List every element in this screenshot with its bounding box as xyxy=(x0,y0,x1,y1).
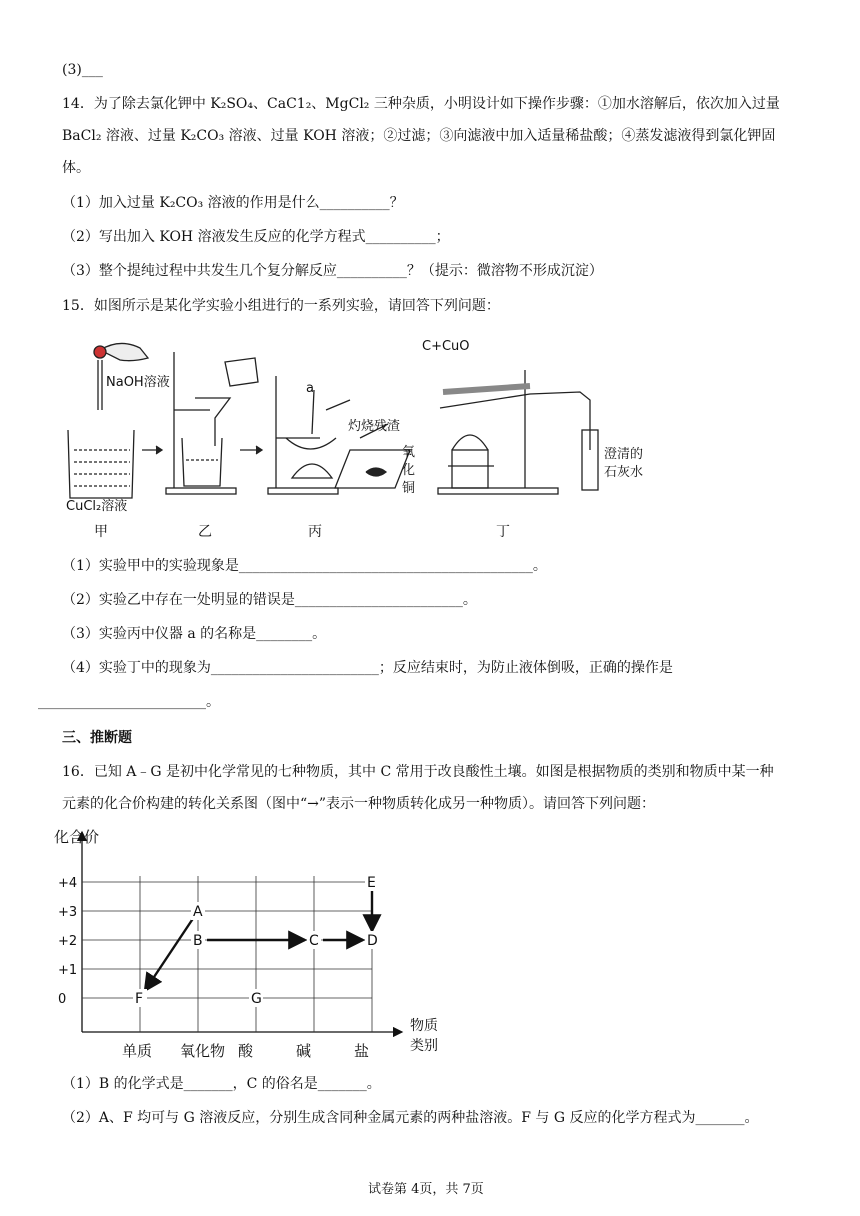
instrument-a-label: a xyxy=(306,381,314,396)
valence-chart xyxy=(50,822,470,1062)
q15-part2: （2）实验乙中存在一处明显的错误是________________________。 xyxy=(62,592,477,608)
q15-part1: （1）实验甲中的实验现象是__________________________________________。 xyxy=(62,558,547,574)
cuo-v-1: 氧 xyxy=(402,445,416,460)
q14-stem: 14．为了除去氯化钾中 K₂SO₄、CaC1₂、MgCl₂ 三种杂质，小明设计如下操作步骤：①加水溶解后，依次加入过量 xyxy=(62,96,780,112)
residue-label: 灼烧残渣 xyxy=(348,419,401,434)
point-C: C xyxy=(309,933,319,949)
name-ding: 丁 xyxy=(496,524,510,540)
arrow-A-F xyxy=(145,918,193,990)
q14-part1: （1）加入过量 K₂CO₃ 溶液的作用是什么__________？ xyxy=(62,195,404,211)
x-tick-label: 盐 xyxy=(354,1042,370,1060)
y-axis-label: 化合价 xyxy=(54,828,100,846)
q14-stem-2: BaCl₂ 溶液、过量 K₂CO₃ 溶液、过量 KOH 溶液；②过滤；③向滤液中加入适量稀盐酸；④蒸发滤液得到氯化钾固 xyxy=(62,128,776,144)
cuo-v-2: 化 xyxy=(402,463,416,478)
experiment-figure xyxy=(60,330,680,550)
name-bing: 丙 xyxy=(308,524,322,540)
point-D: D xyxy=(367,933,378,949)
x-axis-label-top: 物质 xyxy=(410,1018,438,1034)
x-tick-label: 酸 xyxy=(238,1042,254,1060)
q14-part3: （3）整个提纯过程中共发生几个复分解反应__________？（提示：微溶物不形成沉淀） xyxy=(62,263,603,279)
y-tick-label: +3 xyxy=(58,905,78,920)
funnel xyxy=(195,398,230,446)
q13-part3: (3)___ xyxy=(62,62,103,78)
x-axis-label-bottom: 类别 xyxy=(410,1038,438,1054)
q14-part2: （2）写出加入 KOH 溶液发生反应的化学方程式__________； xyxy=(62,229,450,245)
q15-part3: （3）实验丙中仪器 a 的名称是________。 xyxy=(62,626,327,642)
point-B: B xyxy=(193,933,203,949)
point-E: E xyxy=(367,875,376,891)
limewater-label-1: 澄清的 xyxy=(604,447,644,462)
c-cuo-label: C+CuO xyxy=(422,339,470,354)
cuo-v-3: 铜 xyxy=(402,481,416,496)
naoh-label: NaOH溶液 xyxy=(106,375,170,390)
limewater-label-2: 石灰水 xyxy=(604,465,644,480)
beaker-jia xyxy=(68,430,134,498)
q16-part1: （1）B 的化学式是_______，C 的俗名是_______。 xyxy=(62,1076,381,1092)
dropper-hand xyxy=(100,343,148,360)
point-A: A xyxy=(193,904,203,920)
name-yi: 乙 xyxy=(198,524,212,540)
q16-part2: （2）A、F 均可与 G 溶液反应，分别生成含同种金属元素的两种盐溶液。F 与 G 反应的化学方程式为_______。 xyxy=(62,1110,759,1126)
q15-part4: （4）实验丁中的现象为________________________；反应结束时，为防止液体倒吸，正确的操作是 xyxy=(62,660,673,676)
y-tick-label: +1 xyxy=(58,963,78,978)
y-tick-label: +4 xyxy=(58,876,78,891)
name-jia: 甲 xyxy=(94,524,108,540)
beaker-yi xyxy=(182,438,222,486)
q16-stem-2: 元素的化合价构建的转化关系图（图中“→”表示一种物质转化成另一种物质）。请回答下列问题： xyxy=(62,796,656,812)
y-tick-label: 0 xyxy=(58,992,67,1007)
q15-part4-cont: ________________________。 xyxy=(38,694,220,710)
q15-stem: 15．如图所示是某化学实验小组进行的一系列实验，请回答下列问题： xyxy=(62,298,500,314)
y-tick-label: +2 xyxy=(58,934,78,949)
cucl2-label: CuCl₂溶液 xyxy=(66,499,128,514)
point-F: F xyxy=(135,991,144,1007)
x-tick-label: 碱 xyxy=(296,1042,312,1060)
page-footer: 试卷第 4页，共 7页 xyxy=(368,1182,484,1197)
section-3-title: 三、推断题 xyxy=(62,730,132,746)
x-tick-label: 氧化物 xyxy=(180,1042,226,1060)
point-G: G xyxy=(251,991,262,1007)
q16-stem: 16．已知 A﹣G 是初中化学常见的七种物质，其中 C 常用于改良酸性土壤。如图是根据物质的类别和物质中某一种 xyxy=(62,764,774,780)
q14-stem-3: 体。 xyxy=(62,160,90,176)
x-tick-label: 单质 xyxy=(122,1042,153,1060)
